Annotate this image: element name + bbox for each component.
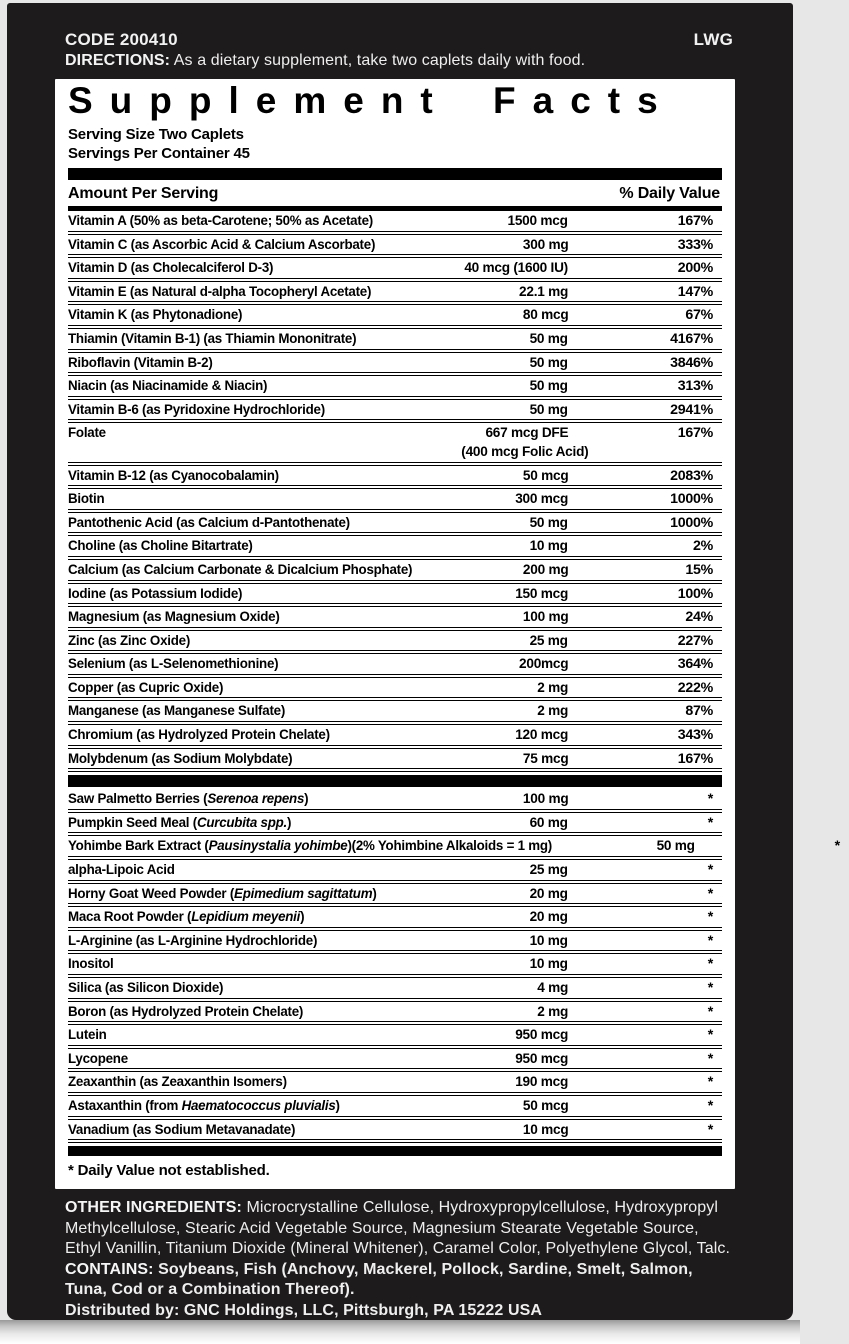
ingredient-amount: 80 mcg xyxy=(522,307,568,324)
ingredient-daily-value: * xyxy=(707,1074,713,1091)
ingredient-amount: 10 mg xyxy=(529,932,568,949)
ingredient-daily-value: 24% xyxy=(685,609,713,626)
ingredient-daily-value: * xyxy=(707,1121,713,1138)
ingredient-amount: 50 mg xyxy=(656,838,695,855)
ingredient-amount: 20 mg xyxy=(529,885,568,902)
ingredient-amount: 2 mg xyxy=(537,703,568,720)
ingredient-amount: 950 mcg xyxy=(515,1050,568,1067)
ingredient-name: Astaxanthin (from Haematococcus pluvialis) xyxy=(68,1097,340,1114)
ingredient-amount: 120 mcg xyxy=(515,727,568,744)
table-header xyxy=(68,180,722,211)
ingredient-daily-value: * xyxy=(707,1003,713,1020)
table-row xyxy=(68,396,722,420)
ingredient-name: Selenium (as L-Selenomethionine) xyxy=(68,656,279,673)
supplement-label xyxy=(7,3,840,1320)
ingredient-daily-value: 15% xyxy=(685,561,713,578)
ingredient-amount: 2 mg xyxy=(537,679,568,696)
other-ingredients-text: Microcrystalline Cellulose, Hydroxypropylcellulose, Hydroxypropyl Methylcellulose, Stearic Acid Vegetable Source, Magnesium Stearate Vegetable Source, Ethyl Vanillin, Titanium Dioxide (Mineral Whitener), Caramel Color, Polyethylene Glycol, Talc. xyxy=(65,1199,731,1258)
ingredient-name: Manganese (as Manganese Sulfate) xyxy=(68,703,286,720)
table-row xyxy=(68,462,722,486)
table-row xyxy=(68,231,722,255)
ingredient-name: Vitamin C (as Ascorbic Acid & Calcium Ascorbate) xyxy=(68,236,376,253)
ingredient-name: Calcium (as Calcium Carbonate & Dicalcium Phosphate) xyxy=(68,561,413,578)
ingredient-name: Boron (as Hydrolyzed Protein Chelate) xyxy=(68,1003,304,1020)
table-row xyxy=(68,485,722,509)
ingredient-name: Maca Root Powder (Lepidium meyenii) xyxy=(68,909,305,926)
table-row xyxy=(68,1116,722,1140)
ingredient-name: Vitamin B-6 (as Pyridoxine Hydrochloride) xyxy=(68,401,325,418)
table-row xyxy=(68,1045,722,1069)
table-row xyxy=(68,950,722,974)
table-row xyxy=(68,1068,722,1092)
contains-text: Soybeans, Fish (Anchovy, Mackerel, Pollock, Sardine, Smelt, Salmon, Tuna, Cod or a Combination Thereof). xyxy=(65,1260,693,1299)
ingredient-daily-value: 2% xyxy=(692,538,713,555)
ingredient-name: Vanadium (as Sodium Metavanadate) xyxy=(68,1121,296,1138)
ingredient-daily-value: 2941% xyxy=(670,401,713,418)
ingredient-daily-value: 222% xyxy=(677,679,713,696)
contains-statement xyxy=(65,1260,731,1301)
table-row xyxy=(68,556,722,580)
ingredient-daily-value: * xyxy=(707,909,713,926)
ingredient-daily-value: * xyxy=(707,932,713,949)
ingredient-name: Chromium (as Hydrolyzed Protein Chelate) xyxy=(68,727,330,744)
ingredient-daily-value: 100% xyxy=(677,585,713,602)
table-row xyxy=(68,254,722,278)
table-row xyxy=(68,880,722,904)
ingredient-amount: 100 mg xyxy=(522,791,568,808)
ingredient-daily-value: 87% xyxy=(685,703,713,720)
table-row xyxy=(68,349,722,373)
other-ingredients-label: OTHER INGREDIENTS: xyxy=(65,1199,242,1217)
ingredient-daily-value: * xyxy=(707,862,713,879)
ingredient-amount: 50 mg xyxy=(529,354,568,371)
contains-label: CONTAINS: xyxy=(65,1260,154,1278)
ingredient-amount: 60 mg xyxy=(529,814,568,831)
ingredient-amount: 300 mcg xyxy=(515,491,568,508)
table-row xyxy=(68,532,722,556)
ingredient-name: Choline (as Choline Bitartrate) xyxy=(68,538,253,555)
amount-header: Amount Per Serving xyxy=(68,185,219,202)
ingredient-daily-value: 167% xyxy=(677,750,713,767)
ingredient-daily-value: * xyxy=(707,1027,713,1044)
ingredient-name: Vitamin K (as Phytonadione) xyxy=(68,307,243,324)
ingredient-name: Pantothenic Acid (as Calcium d-Pantothenate) xyxy=(68,514,350,531)
ingredient-amount: 10 mcg xyxy=(522,1121,568,1138)
ingredient-name: Folate xyxy=(68,425,106,442)
ingredient-name: Inositol xyxy=(68,956,114,973)
ingredient-amount: 200 mg xyxy=(522,561,568,578)
table-row xyxy=(68,974,722,998)
ingredient-amount: 20 mg xyxy=(529,909,568,926)
table-row xyxy=(68,809,722,833)
table-row xyxy=(68,211,722,231)
table-row xyxy=(68,745,722,769)
distributed-by: Distributed by: GNC Holdings, LLC, Pittsburgh, PA 15222 USA xyxy=(65,1301,543,1319)
ingredient-daily-value: * xyxy=(707,1050,713,1067)
ingredient-daily-value: 313% xyxy=(677,378,713,395)
table-row xyxy=(68,372,722,396)
ingredient-amount: 100 mg xyxy=(522,609,568,626)
table-row xyxy=(68,1021,722,1045)
ingredient-daily-value: 167% xyxy=(677,213,713,229)
label-footer xyxy=(7,1189,793,1321)
divider-bar-bottom xyxy=(68,1146,722,1156)
daily-value-header: % Daily Value xyxy=(619,185,720,202)
ingredient-daily-value: 67% xyxy=(685,307,713,324)
ingredient-daily-value: 227% xyxy=(677,632,713,649)
ingredient-daily-value: 147% xyxy=(677,283,713,300)
ingredient-amount: 950 mcg xyxy=(515,1027,568,1044)
ingredient-name: Niacin (as Niacinamide & Niacin) xyxy=(68,378,268,395)
ingredient-name: Yohimbe Bark Extract (Pausinystalia yohimbe)(2% Yohimbine Alkaloids = 1 mg) xyxy=(68,838,552,855)
ingredient-amount: 40 mcg (1600 IU) xyxy=(464,260,568,277)
lot-code: LWG xyxy=(693,30,733,49)
ingredient-name: Zeaxanthin (as Zeaxanthin Isomers) xyxy=(68,1074,287,1091)
ingredient-name: Horny Goat Weed Powder (Epimedium sagittatum) xyxy=(68,885,377,902)
servings-per-container: Servings Per Container 45 xyxy=(68,145,250,162)
ingredient-amount: 50 mg xyxy=(529,378,568,395)
ingredient-name: Vitamin D (as Cholecalciferol D-3) xyxy=(68,260,274,277)
ingredient-name: Biotin xyxy=(68,491,105,508)
panel-title: Supplement Facts xyxy=(68,80,675,121)
ingredient-amount: 4 mg xyxy=(537,980,568,996)
table-row xyxy=(68,650,722,674)
ingredient-name: Vitamin A (50% as beta-Carotene; 50% as Acetate) xyxy=(68,213,373,229)
table-row xyxy=(68,580,722,604)
ingredient-amount: 50 mg xyxy=(529,401,568,418)
product-code: CODE 200410 xyxy=(65,30,178,49)
daily-value-footnote: * Daily Value not established. xyxy=(68,1162,270,1180)
ingredient-amount: 2 mg xyxy=(537,1003,568,1020)
table-row xyxy=(68,674,722,698)
directions-text: As a dietary supplement, take two caplets daily with food. xyxy=(170,52,586,69)
ingredient-daily-value: * xyxy=(707,885,713,902)
directions xyxy=(7,50,793,70)
ingredient-daily-value: * xyxy=(707,956,713,973)
ingredient-name: Vitamin B-12 (as Cyanocobalamin) xyxy=(68,467,279,484)
table-row xyxy=(68,832,840,856)
ingredient-daily-value: 364% xyxy=(677,656,713,673)
table-row xyxy=(68,721,722,745)
ingredient-daily-value: 1000% xyxy=(670,491,713,508)
ingredient-amount: 50 mcg xyxy=(522,467,568,484)
ingredient-name: Lutein xyxy=(68,1027,107,1044)
table-row xyxy=(68,419,722,461)
table-row xyxy=(68,301,722,325)
ingredient-name: Lycopene xyxy=(68,1050,128,1067)
table-row xyxy=(68,998,722,1022)
serving-size: Serving Size Two Caplets xyxy=(68,126,244,143)
ingredient-amount: 50 mg xyxy=(529,330,568,347)
table-row xyxy=(68,903,722,927)
ingredient-amount: 25 mg xyxy=(529,632,568,649)
table-row xyxy=(68,856,722,880)
table-row xyxy=(68,325,722,349)
ingredient-amount: 667 mcg DFE (400 mcg Folic Acid) xyxy=(461,425,589,460)
label-bottom-edge xyxy=(0,1320,800,1344)
ingredient-name: Thiamin (Vitamin B-1) (as Thiamin Mononitrate) xyxy=(68,330,357,347)
botanical-rows xyxy=(68,789,840,1143)
ingredient-daily-value: * xyxy=(707,791,713,808)
ingredient-daily-value: * xyxy=(707,980,713,996)
ingredient-name: L-Arginine (as L-Arginine Hydrochloride) xyxy=(68,932,318,949)
ingredient-daily-value: 333% xyxy=(677,236,713,253)
ingredient-amount: 50 mcg xyxy=(522,1097,568,1114)
ingredient-name: Copper (as Cupric Oxide) xyxy=(68,679,224,696)
ingredient-amount: 150 mcg xyxy=(515,585,568,602)
ingredient-amount: 10 mg xyxy=(529,956,568,973)
table-row xyxy=(68,927,722,951)
ingredient-name: Silica (as Silicon Dioxide) xyxy=(68,980,224,996)
ingredient-amount: 190 mcg xyxy=(515,1074,568,1091)
ingredient-amount: 10 mg xyxy=(529,538,568,555)
code-row xyxy=(7,3,793,50)
ingredient-amount: 1500 mcg xyxy=(507,213,568,229)
ingredient-daily-value: 2083% xyxy=(670,467,713,484)
divider-bar-top xyxy=(68,168,722,180)
ingredient-name: Pumpkin Seed Meal (Curcubita spp.) xyxy=(68,814,292,831)
ingredient-daily-value: 200% xyxy=(677,260,713,277)
ingredient-daily-value: 1000% xyxy=(670,514,713,531)
ingredient-daily-value: 167% xyxy=(677,425,713,442)
table-row xyxy=(68,627,722,651)
table-row xyxy=(68,603,722,627)
ingredient-amount: 300 mg xyxy=(522,236,568,253)
nutrient-rows xyxy=(68,211,722,772)
ingredient-amount: 200mcg xyxy=(518,656,568,673)
table-row xyxy=(68,278,722,302)
other-ingredients xyxy=(65,1198,731,1260)
ingredient-daily-value: 4167% xyxy=(670,330,713,347)
ingredient-name: Riboflavin (Vitamin B-2) xyxy=(68,354,213,371)
ingredient-amount: 75 mcg xyxy=(522,750,568,767)
ingredient-name: Saw Palmetto Berries (Serenoa repens) xyxy=(68,791,309,808)
ingredient-daily-value: 3846% xyxy=(670,354,713,371)
ingredient-amount: 25 mg xyxy=(529,862,568,879)
ingredient-amount: 50 mg xyxy=(529,514,568,531)
ingredient-name: alpha-Lipoic Acid xyxy=(68,862,175,879)
supplement-facts-panel xyxy=(55,79,840,1189)
ingredient-name: Magnesium (as Magnesium Oxide) xyxy=(68,609,280,626)
ingredient-name: Zinc (as Zinc Oxide) xyxy=(68,632,191,649)
ingredient-daily-value: 343% xyxy=(677,727,713,744)
ingredient-daily-value: * xyxy=(707,814,713,831)
table-row xyxy=(68,697,722,721)
table-row xyxy=(68,509,722,533)
directions-label: DIRECTIONS: xyxy=(65,52,171,69)
ingredient-name: Vitamin E (as Natural d-alpha Tocopheryl Acetate) xyxy=(68,283,372,300)
table-row xyxy=(68,789,722,809)
ingredient-name: Iodine (as Potassium Iodide) xyxy=(68,585,243,602)
ingredient-daily-value: * xyxy=(707,1097,713,1114)
ingredient-daily-value: * xyxy=(834,838,840,855)
ingredient-name: Molybdenum (as Sodium Molybdate) xyxy=(68,750,293,767)
divider-bar-middle xyxy=(68,775,722,787)
table-row xyxy=(68,1092,722,1116)
serving-block xyxy=(68,125,722,163)
ingredient-amount: 22.1 mg xyxy=(518,283,568,300)
